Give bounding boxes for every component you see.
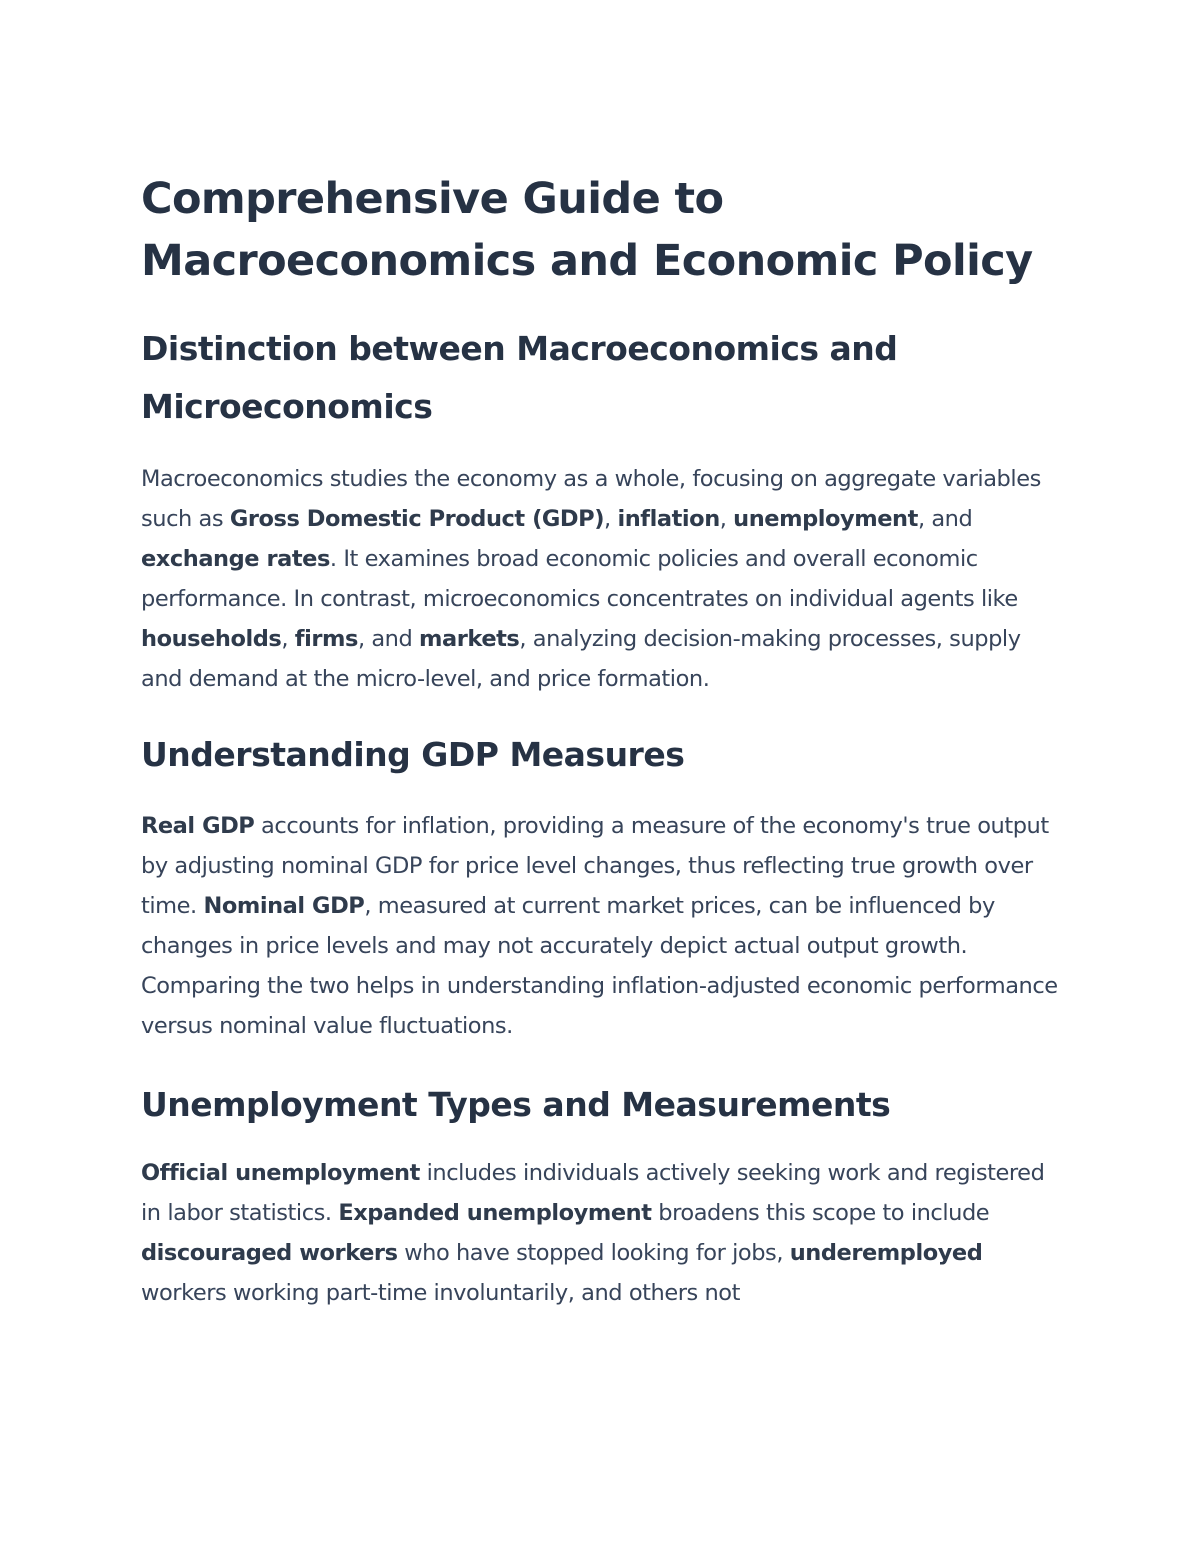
text-run: , and [917, 505, 973, 532]
section-heading-gdp-measures: Understanding GDP Measures [141, 735, 685, 775]
text-run: broadens this scope to include [651, 1199, 990, 1226]
bold-term: inflation [617, 505, 720, 532]
bold-term: Nominal GDP [203, 893, 365, 920]
bold-term: Official unemployment [141, 1159, 420, 1186]
bold-term: firms [294, 625, 358, 652]
bold-term: exchange rates [141, 545, 330, 572]
text-run: , [719, 505, 734, 532]
text-run: Macroeconomics studies the economy as a whole, focusing on aggregate variables such as [141, 466, 1041, 532]
text-run: , [281, 625, 295, 652]
document-title: Comprehensive Guide to Macroeconomics and Economic Policy [141, 174, 1033, 286]
bold-term: underemployed [789, 1239, 983, 1266]
bold-term: discouraged workers [141, 1239, 398, 1266]
section-paragraph-unemployment [141, 1154, 1066, 1314]
text-run: who have stopped looking for jobs, [397, 1239, 790, 1266]
text-run: . It examines broad economic policies and overall economic performance. In contrast, microeconomics concentrates on individual agents like [141, 545, 1018, 612]
bold-term: markets [419, 625, 520, 652]
bold-term: unemployment [733, 505, 918, 532]
bold-term: households [141, 625, 282, 652]
section-paragraph-macro-vs-micro [141, 460, 1066, 699]
text-run: accounts for inflation, providing a measure of the economy's true output by adjusting nominal GDP for price level changes, thus reflecting true growth over time. [141, 813, 1049, 920]
document-page [141, 168, 1066, 1314]
bold-term: Gross Domestic Product (GDP) [229, 505, 605, 532]
text-run: , and [357, 625, 420, 652]
bold-term: Real GDP [141, 813, 255, 840]
text-run: , analyzing decision-making processes, supply and demand at the micro-level, and price formation. [141, 625, 1021, 692]
bold-term: Expanded unemployment [338, 1199, 652, 1226]
text-run: , measured at current market prices, can be influenced by changes in price levels and may not accurately depict actual output growth. Comparing the two helps in understanding inflation-adjusted economic performance versus nominal value fluctuations. [141, 893, 1058, 1039]
section-paragraph-gdp-measures [141, 807, 1066, 1046]
text-run: , [604, 505, 618, 532]
text-run: workers working part-time involuntarily, and others not [141, 1279, 740, 1306]
text-run: includes individuals actively seeking work and registered in labor statistics. [141, 1159, 1045, 1226]
section-heading-macro-vs-micro: Distinction between Macroeconomics and Microeconomics [141, 329, 898, 426]
section-heading-unemployment: Unemployment Types and Measurements [141, 1084, 891, 1124]
